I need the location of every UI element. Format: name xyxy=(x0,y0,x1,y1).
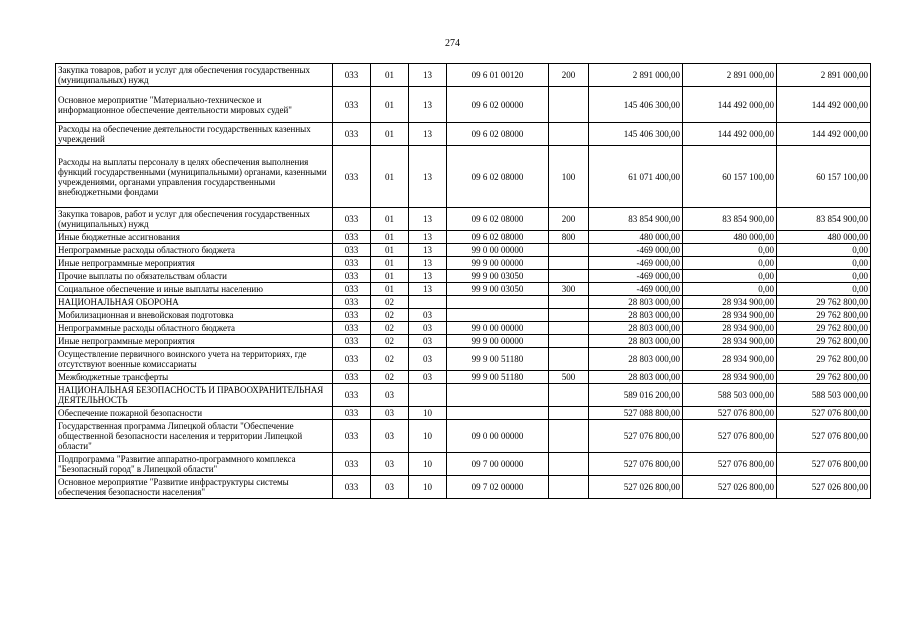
amount-year3-cell: 29 762 800,00 xyxy=(777,348,871,371)
target-article-cell: 09 6 02 08000 xyxy=(447,231,549,244)
amount-year2-cell: 28 934 900,00 xyxy=(683,371,777,384)
expense-type-cell xyxy=(549,453,589,476)
table-row xyxy=(56,146,871,208)
amount-year2-cell: 144 492 000,00 xyxy=(683,87,777,123)
amount-year1-cell: 589 016 200,00 xyxy=(589,384,683,407)
target-article-cell xyxy=(447,384,549,407)
amount-year3-cell: 480 000,00 xyxy=(777,231,871,244)
amount-year1-cell: -469 000,00 xyxy=(589,270,683,283)
name-cell: Расходы на выплаты персоналу в целях обеспечения выполнения функций государственными (муниципальными) органами, казенными учреждениями, органами управления государственными внебюджетными фондами xyxy=(56,146,333,208)
expense-type-cell xyxy=(549,270,589,283)
expense-type-cell xyxy=(549,407,589,420)
table-row xyxy=(56,87,871,123)
expense-type-cell: 200 xyxy=(549,208,589,231)
ministry-code-cell: 033 xyxy=(333,371,371,384)
expense-type-cell xyxy=(549,296,589,309)
table-row xyxy=(56,322,871,335)
table-row xyxy=(56,283,871,296)
target-article-cell xyxy=(447,407,549,420)
section-code-cell: 01 xyxy=(371,244,409,257)
amount-year2-cell: 28 934 900,00 xyxy=(683,348,777,371)
subsection-code-cell: 03 xyxy=(409,371,447,384)
ministry-code-cell: 033 xyxy=(333,231,371,244)
amount-year1-cell: 28 803 000,00 xyxy=(589,309,683,322)
table-row xyxy=(56,348,871,371)
amount-year1-cell: -469 000,00 xyxy=(589,257,683,270)
target-article-cell: 09 0 00 00000 xyxy=(447,420,549,453)
amount-year3-cell: 29 762 800,00 xyxy=(777,296,871,309)
table-row xyxy=(56,420,871,453)
target-article-cell: 99 9 00 00000 xyxy=(447,257,549,270)
amount-year2-cell: 527 076 800,00 xyxy=(683,453,777,476)
table-row xyxy=(56,296,871,309)
subsection-code-cell: 10 xyxy=(409,476,447,499)
amount-year1-cell: 527 026 800,00 xyxy=(589,476,683,499)
table-row xyxy=(56,453,871,476)
section-code-cell: 02 xyxy=(371,371,409,384)
name-cell: Непрограммные расходы областного бюджета xyxy=(56,322,333,335)
section-code-cell: 01 xyxy=(371,208,409,231)
amount-year3-cell: 527 076 800,00 xyxy=(777,407,871,420)
subsection-code-cell: 03 xyxy=(409,309,447,322)
expense-type-cell: 300 xyxy=(549,283,589,296)
ministry-code-cell: 033 xyxy=(333,64,371,87)
section-code-cell: 02 xyxy=(371,322,409,335)
amount-year2-cell: 28 934 900,00 xyxy=(683,296,777,309)
target-article-cell: 09 7 00 00000 xyxy=(447,453,549,476)
subsection-code-cell: 13 xyxy=(409,270,447,283)
amount-year3-cell: 0,00 xyxy=(777,244,871,257)
expense-type-cell xyxy=(549,309,589,322)
amount-year2-cell: 527 076 800,00 xyxy=(683,407,777,420)
target-article-cell: 99 9 00 03050 xyxy=(447,283,549,296)
expense-type-cell: 100 xyxy=(549,146,589,208)
amount-year1-cell: 61 071 400,00 xyxy=(589,146,683,208)
table-row xyxy=(56,309,871,322)
expense-type-cell xyxy=(549,322,589,335)
expense-type-cell xyxy=(549,123,589,146)
name-cell: Закупка товаров, работ и услуг для обеспечения государственных (муниципальных) нужд xyxy=(56,208,333,231)
section-code-cell: 01 xyxy=(371,231,409,244)
section-code-cell: 01 xyxy=(371,64,409,87)
subsection-code-cell xyxy=(409,384,447,407)
amount-year1-cell: 480 000,00 xyxy=(589,231,683,244)
amount-year3-cell: 29 762 800,00 xyxy=(777,335,871,348)
amount-year1-cell: 28 803 000,00 xyxy=(589,296,683,309)
amount-year3-cell: 0,00 xyxy=(777,270,871,283)
expense-type-cell xyxy=(549,420,589,453)
budget-table xyxy=(55,63,871,499)
amount-year2-cell: 527 026 800,00 xyxy=(683,476,777,499)
amount-year1-cell: 145 406 300,00 xyxy=(589,87,683,123)
amount-year2-cell: 28 934 900,00 xyxy=(683,322,777,335)
subsection-code-cell: 03 xyxy=(409,335,447,348)
amount-year3-cell: 83 854 900,00 xyxy=(777,208,871,231)
expense-type-cell xyxy=(549,87,589,123)
name-cell: Межбюджетные трансферты xyxy=(56,371,333,384)
amount-year1-cell: 527 076 800,00 xyxy=(589,420,683,453)
table-row xyxy=(56,64,871,87)
target-article-cell: 99 9 00 03050 xyxy=(447,270,549,283)
subsection-code-cell: 13 xyxy=(409,208,447,231)
ministry-code-cell: 033 xyxy=(333,123,371,146)
expense-type-cell xyxy=(549,384,589,407)
subsection-code-cell: 13 xyxy=(409,257,447,270)
amount-year2-cell: 0,00 xyxy=(683,257,777,270)
page-number: 274 xyxy=(445,38,460,49)
subsection-code-cell: 13 xyxy=(409,64,447,87)
subsection-code-cell: 13 xyxy=(409,244,447,257)
name-cell: Основное мероприятие "Развитие инфраструктуры системы обеспечения безопасности населения" xyxy=(56,476,333,499)
ministry-code-cell: 033 xyxy=(333,270,371,283)
name-cell: Непрограммные расходы областного бюджета xyxy=(56,244,333,257)
subsection-code-cell: 13 xyxy=(409,231,447,244)
amount-year2-cell: 588 503 000,00 xyxy=(683,384,777,407)
ministry-code-cell: 033 xyxy=(333,453,371,476)
amount-year2-cell: 2 891 000,00 xyxy=(683,64,777,87)
amount-year3-cell: 29 762 800,00 xyxy=(777,322,871,335)
section-code-cell: 03 xyxy=(371,384,409,407)
amount-year3-cell: 2 891 000,00 xyxy=(777,64,871,87)
amount-year3-cell: 0,00 xyxy=(777,283,871,296)
expense-type-cell xyxy=(549,335,589,348)
subsection-code-cell: 13 xyxy=(409,123,447,146)
amount-year2-cell: 480 000,00 xyxy=(683,231,777,244)
name-cell: НАЦИОНАЛЬНАЯ БЕЗОПАСНОСТЬ И ПРАВООХРАНИТЕЛЬНАЯ ДЕЯТЕЛЬНОСТЬ xyxy=(56,384,333,407)
table-row xyxy=(56,407,871,420)
target-article-cell xyxy=(447,296,549,309)
amount-year2-cell: 0,00 xyxy=(683,244,777,257)
amount-year2-cell: 60 157 100,00 xyxy=(683,146,777,208)
amount-year3-cell: 527 076 800,00 xyxy=(777,453,871,476)
name-cell: Прочие выплаты по обязательствам области xyxy=(56,270,333,283)
name-cell: Подпрограмма "Развитие аппаратно-программного комплекса "Безопасный город" в Липецкой области" xyxy=(56,453,333,476)
name-cell: Социальное обеспечение и иные выплаты населению xyxy=(56,283,333,296)
ministry-code-cell: 033 xyxy=(333,87,371,123)
expense-type-cell: 800 xyxy=(549,231,589,244)
expense-type-cell xyxy=(549,257,589,270)
table-row xyxy=(56,270,871,283)
name-cell: Иные непрограммные мероприятия xyxy=(56,257,333,270)
name-cell: Мобилизационная и вневойсковая подготовка xyxy=(56,309,333,322)
amount-year1-cell: 145 406 300,00 xyxy=(589,123,683,146)
amount-year2-cell: 144 492 000,00 xyxy=(683,123,777,146)
subsection-code-cell: 13 xyxy=(409,283,447,296)
table-row xyxy=(56,371,871,384)
ministry-code-cell: 033 xyxy=(333,283,371,296)
amount-year1-cell: 2 891 000,00 xyxy=(589,64,683,87)
section-code-cell: 01 xyxy=(371,87,409,123)
expense-type-cell xyxy=(549,244,589,257)
ministry-code-cell: 033 xyxy=(333,420,371,453)
section-code-cell: 03 xyxy=(371,420,409,453)
amount-year1-cell: 28 803 000,00 xyxy=(589,371,683,384)
amount-year1-cell: 28 803 000,00 xyxy=(589,348,683,371)
name-cell: Закупка товаров, работ и услуг для обеспечения государственных (муниципальных) нужд xyxy=(56,64,333,87)
amount-year1-cell: 527 076 800,00 xyxy=(589,453,683,476)
name-cell: НАЦИОНАЛЬНАЯ ОБОРОНА xyxy=(56,296,333,309)
name-cell: Осуществление первичного воинского учета на территориях, где отсутствуют военные комиссариаты xyxy=(56,348,333,371)
ministry-code-cell: 033 xyxy=(333,257,371,270)
section-code-cell: 01 xyxy=(371,270,409,283)
ministry-code-cell: 033 xyxy=(333,348,371,371)
table-row xyxy=(56,335,871,348)
target-article-cell: 09 6 02 08000 xyxy=(447,208,549,231)
amount-year1-cell: 527 088 800,00 xyxy=(589,407,683,420)
expense-type-cell xyxy=(549,348,589,371)
amount-year2-cell: 527 076 800,00 xyxy=(683,420,777,453)
section-code-cell: 01 xyxy=(371,257,409,270)
subsection-code-cell: 10 xyxy=(409,453,447,476)
name-cell: Государственная программа Липецкой области "Обеспечение общественной безопасности населения и территории Липецкой области" xyxy=(56,420,333,453)
name-cell: Иные бюджетные ассигнования xyxy=(56,231,333,244)
amount-year3-cell: 144 492 000,00 xyxy=(777,87,871,123)
name-cell: Основное мероприятие "Материально-техническое и информационное обеспечение деятельности мировых судей" xyxy=(56,87,333,123)
target-article-cell: 99 9 00 51180 xyxy=(447,371,549,384)
amount-year3-cell: 588 503 000,00 xyxy=(777,384,871,407)
name-cell: Расходы на обеспечение деятельности государственных казенных учреждений xyxy=(56,123,333,146)
section-code-cell: 03 xyxy=(371,453,409,476)
target-article-cell: 99 9 00 00000 xyxy=(447,335,549,348)
target-article-cell: 09 6 02 00000 xyxy=(447,87,549,123)
subsection-code-cell: 10 xyxy=(409,420,447,453)
subsection-code-cell: 13 xyxy=(409,146,447,208)
ministry-code-cell: 033 xyxy=(333,476,371,499)
section-code-cell: 01 xyxy=(371,283,409,296)
section-code-cell: 01 xyxy=(371,146,409,208)
table-row xyxy=(56,244,871,257)
ministry-code-cell: 033 xyxy=(333,208,371,231)
amount-year1-cell: -469 000,00 xyxy=(589,244,683,257)
table-row xyxy=(56,257,871,270)
ministry-code-cell: 033 xyxy=(333,322,371,335)
target-article-cell: 99 0 00 00000 xyxy=(447,322,549,335)
amount-year3-cell: 144 492 000,00 xyxy=(777,123,871,146)
amount-year3-cell: 527 076 800,00 xyxy=(777,420,871,453)
section-code-cell: 01 xyxy=(371,123,409,146)
target-article-cell: 99 9 00 51180 xyxy=(447,348,549,371)
section-code-cell: 02 xyxy=(371,348,409,371)
table-row xyxy=(56,384,871,407)
section-code-cell: 03 xyxy=(371,407,409,420)
amount-year1-cell: -469 000,00 xyxy=(589,283,683,296)
amount-year2-cell: 0,00 xyxy=(683,283,777,296)
target-article-cell xyxy=(447,309,549,322)
table-row xyxy=(56,476,871,499)
section-code-cell: 02 xyxy=(371,335,409,348)
amount-year2-cell: 28 934 900,00 xyxy=(683,335,777,348)
ministry-code-cell: 033 xyxy=(333,309,371,322)
section-code-cell: 02 xyxy=(371,296,409,309)
expense-type-cell: 500 xyxy=(549,371,589,384)
name-cell: Обеспечение пожарной безопасности xyxy=(56,407,333,420)
amount-year3-cell: 60 157 100,00 xyxy=(777,146,871,208)
table-row xyxy=(56,231,871,244)
subsection-code-cell xyxy=(409,296,447,309)
amount-year1-cell: 28 803 000,00 xyxy=(589,335,683,348)
target-article-cell: 09 6 02 08000 xyxy=(447,123,549,146)
expense-type-cell: 200 xyxy=(549,64,589,87)
target-article-cell: 09 6 02 08000 xyxy=(447,146,549,208)
amount-year3-cell: 29 762 800,00 xyxy=(777,371,871,384)
ministry-code-cell: 033 xyxy=(333,146,371,208)
amount-year1-cell: 28 803 000,00 xyxy=(589,322,683,335)
target-article-cell: 09 6 01 00120 xyxy=(447,64,549,87)
amount-year3-cell: 527 026 800,00 xyxy=(777,476,871,499)
amount-year3-cell: 0,00 xyxy=(777,257,871,270)
ministry-code-cell: 033 xyxy=(333,296,371,309)
ministry-code-cell: 033 xyxy=(333,407,371,420)
table-row xyxy=(56,208,871,231)
target-article-cell: 99 0 00 00000 xyxy=(447,244,549,257)
amount-year2-cell: 83 854 900,00 xyxy=(683,208,777,231)
amount-year3-cell: 29 762 800,00 xyxy=(777,309,871,322)
subsection-code-cell: 03 xyxy=(409,322,447,335)
ministry-code-cell: 033 xyxy=(333,335,371,348)
subsection-code-cell: 03 xyxy=(409,348,447,371)
amount-year2-cell: 0,00 xyxy=(683,270,777,283)
subsection-code-cell: 13 xyxy=(409,87,447,123)
section-code-cell: 02 xyxy=(371,309,409,322)
ministry-code-cell: 033 xyxy=(333,384,371,407)
amount-year1-cell: 83 854 900,00 xyxy=(589,208,683,231)
table-row xyxy=(56,123,871,146)
expense-type-cell xyxy=(549,476,589,499)
ministry-code-cell: 033 xyxy=(333,244,371,257)
amount-year2-cell: 28 934 900,00 xyxy=(683,309,777,322)
section-code-cell: 03 xyxy=(371,476,409,499)
target-article-cell: 09 7 02 00000 xyxy=(447,476,549,499)
subsection-code-cell: 10 xyxy=(409,407,447,420)
name-cell: Иные непрограммные мероприятия xyxy=(56,335,333,348)
